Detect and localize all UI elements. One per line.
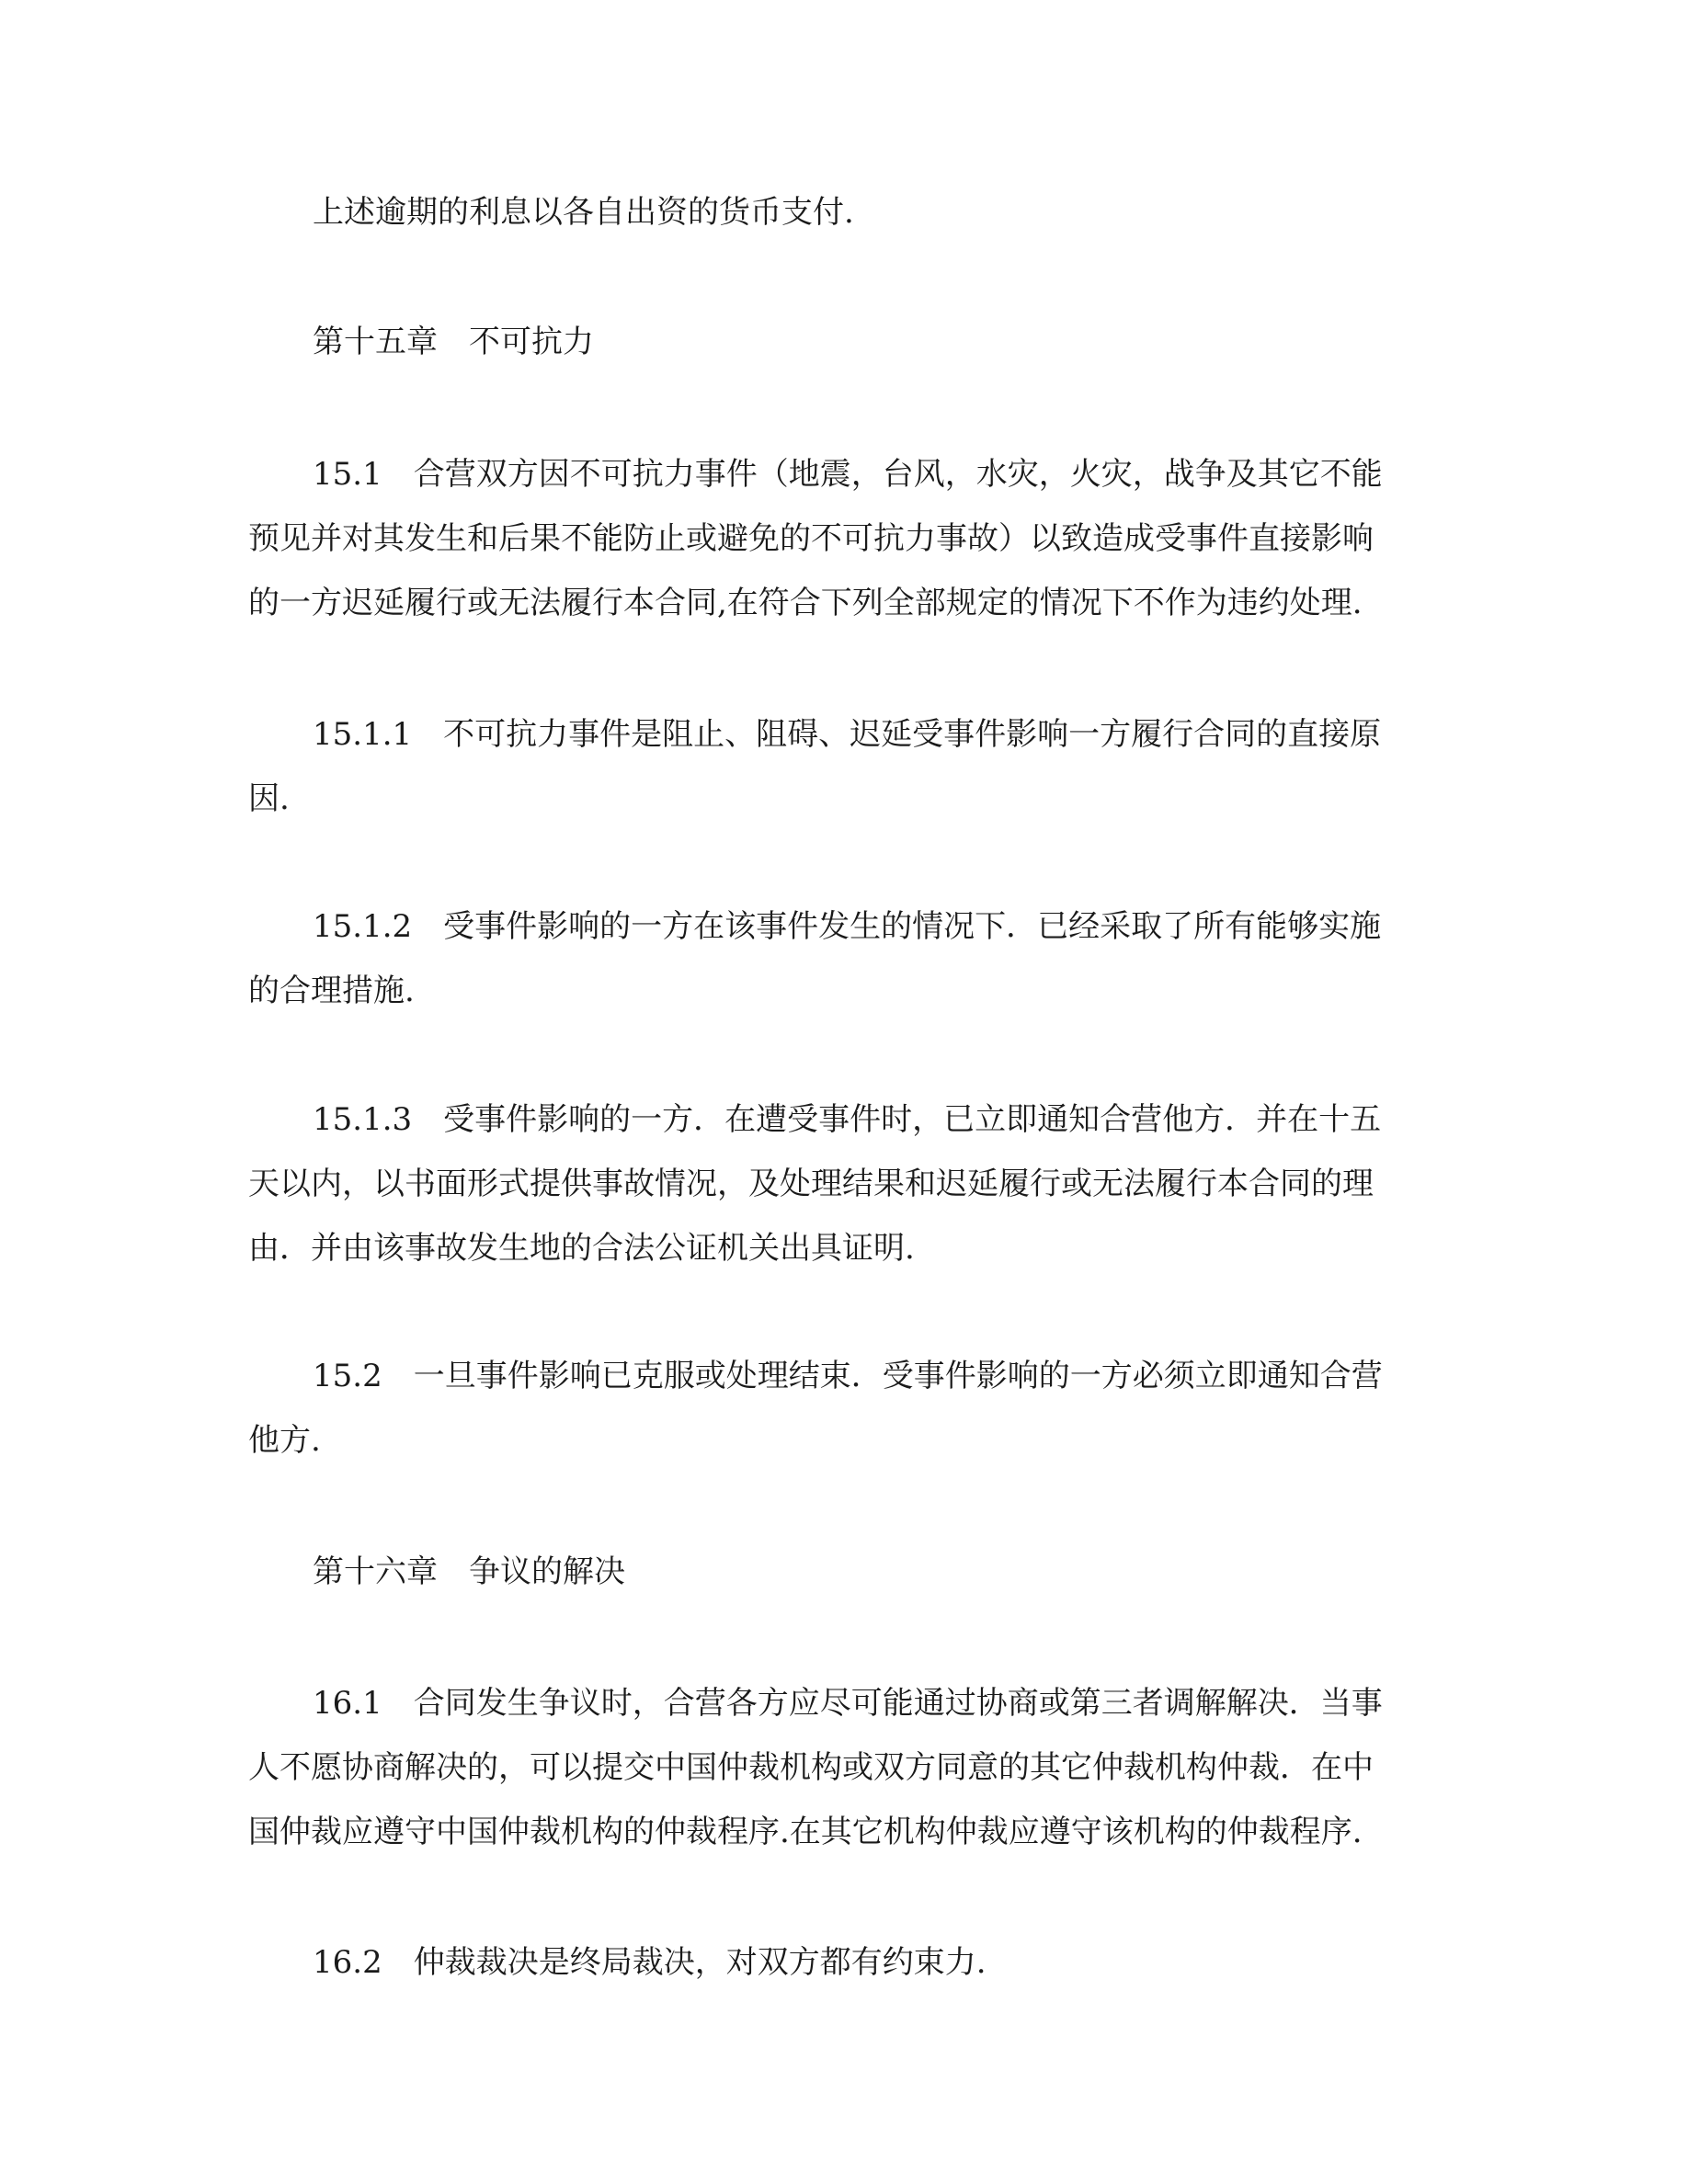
clause-15-1-line-1: 15.1 合营双方因不可抗力事件（地震，台风，水灾，火灾，战争及其它不能 (313, 456, 1383, 493)
clause-16-1-line-2: 人不愿协商解决的，可以提交中国仲裁机构或双方同意的其它仲裁机构仲裁．在中 (248, 1749, 1374, 1786)
clause-15-1-3-line-3: 由．并由该事故发生地的合法公证机关出具证明. (248, 1230, 915, 1267)
clause-15-1-line-2: 预见并对其发生和后果不能防止或避免的不可抗力事故）以致造成受事件直接影响 (248, 520, 1374, 557)
clause-15-1-1-line-2: 因. (248, 780, 290, 817)
clause-15-1-2-line-1: 15.1.2 受事件影响的一方在该事件发生的情况下．已经采取了所有能够实施 (313, 908, 1382, 945)
clause-15-2-line-1: 15.2 一旦事件影响已克服或处理结束．受事件影响的一方必须立即通知合营 (313, 1358, 1383, 1394)
clause-15-1-line-3: 的一方迟延履行或无法履行本合同,在符合下列全部规定的情况下不作为违约处理. (248, 585, 1363, 621)
chapter-heading-15: 第十五章 不可抗力 (313, 324, 594, 360)
clause-15-2-line-2: 他方. (248, 1422, 321, 1459)
chapter-heading-16: 第十六章 争议的解决 (313, 1553, 625, 1590)
clause-15-1-3-line-2: 天以内，以书面形式提供事故情况，及处理结果和迟延履行或无法履行本合同的理 (248, 1166, 1374, 1202)
clause-15-1-3-line-1: 15.1.3 受事件影响的一方．在遭受事件时，已立即通知合营他方．并在十五 (313, 1101, 1382, 1138)
clause-16-2-line-1: 16.2 仲裁裁决是终局裁决，对双方都有约束力. (313, 1944, 987, 1981)
paragraph-line: 上述逾期的利息以各自出资的货币支付. (313, 194, 854, 231)
clause-16-1-line-3: 国仲裁应遵守中国仲裁机构的仲裁程序.在其它机构仲裁应遵守该机构的仲裁程序. (248, 1814, 1363, 1850)
clause-15-1-2-line-2: 的合理措施. (248, 973, 415, 1009)
clause-16-1-line-1: 16.1 合同发生争议时，合营各方应尽可能通过协商或第三者调解解决．当事 (313, 1685, 1383, 1722)
clause-15-1-1-line-1: 15.1.1 不可抗力事件是阻止、阻碍、迟延受事件影响一方履行合同的直接原 (313, 716, 1382, 753)
